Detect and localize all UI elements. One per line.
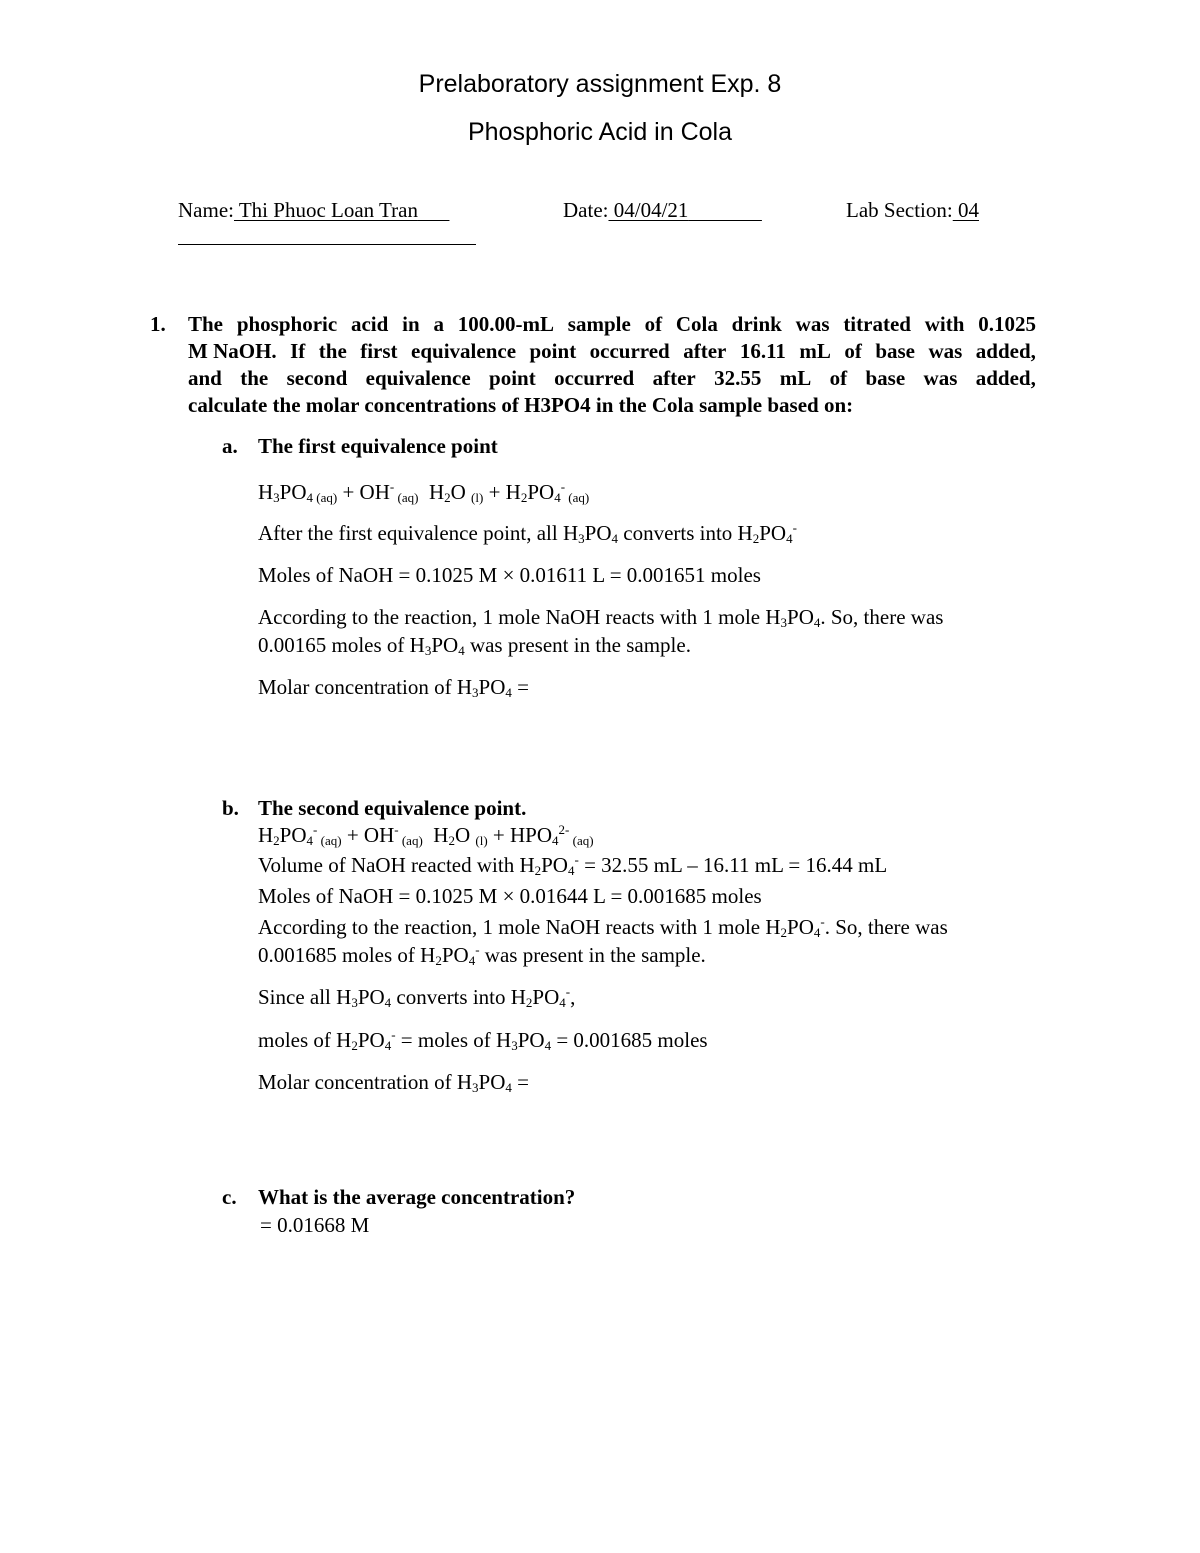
question-number: 1.	[150, 312, 166, 336]
question-word: in	[402, 312, 420, 336]
question-word: added,	[975, 339, 1036, 363]
question-word: occurred	[554, 366, 635, 390]
question-word: the	[240, 366, 269, 390]
document-subtitle: Phosphoric Acid in Cola	[467, 118, 733, 146]
question-word: 32.55	[714, 366, 762, 390]
question-word: point	[489, 366, 536, 390]
part-b-reaction-line-2: 0.001685 moles of $H_2PO_4^-$ was present in the sample.	[258, 942, 706, 968]
question-line-1	[188, 312, 1036, 339]
question-word: with	[924, 312, 965, 336]
part-c-heading: What is the average concentration?	[258, 1185, 576, 1209]
part-c-label: c.	[222, 1185, 237, 1209]
question-word: first	[360, 339, 398, 363]
part-b-moles: Moles of NaOH = 0.1025 M × 0.01644 L = 0.001685 moles	[258, 884, 762, 908]
part-a-after-first: After the first equivalence point, all $H_3PO_4$ converts into $H_2PO_4^-$	[258, 520, 797, 546]
question-word: point	[529, 339, 577, 363]
name-value: Thi Phuoc Loan Tran	[233, 198, 418, 222]
document-title: Prelaboratory assignment Exp. 8	[418, 70, 782, 98]
question-word: If	[290, 339, 306, 363]
question-word: drink	[731, 312, 782, 336]
question-word: 100.00-mL	[457, 312, 554, 336]
question-word: The	[188, 312, 224, 336]
name-underline-pad	[418, 198, 450, 222]
question-word: phosphoric	[236, 312, 338, 336]
section-value: 04	[952, 198, 979, 222]
question-word: of	[644, 312, 663, 336]
part-c-answer: = 0.01668 M	[260, 1213, 370, 1237]
question-word: and	[188, 366, 222, 390]
question-word: of	[829, 366, 848, 390]
question-word: was	[795, 312, 830, 336]
question-word: equivalence	[365, 366, 471, 390]
part-b-since-all: Since all $H_3PO_4$ converts into $H_2PO_4^-$,	[258, 984, 576, 1010]
question-word: base	[875, 339, 916, 363]
question-word: after	[652, 366, 696, 390]
name-field	[178, 198, 449, 223]
question-word: titrated	[843, 312, 911, 336]
part-a-moles: Moles of NaOH = 0.1025 M × 0.01611 L = 0.001651 moles	[258, 563, 761, 587]
part-a-heading: The first equivalence point	[258, 434, 498, 458]
question-word: a	[433, 312, 444, 336]
question-word: of	[844, 339, 862, 363]
question-word: Cola	[675, 312, 718, 336]
question-text	[188, 312, 1036, 420]
date-value: 04/04/21	[608, 198, 689, 222]
part-b-moles-equality: moles of $H_2PO_4^-$ = moles of $H_3PO_4 = 0.001685$ moles	[258, 1027, 708, 1053]
question-word: second	[286, 366, 348, 390]
question-word: equivalence	[411, 339, 517, 363]
part-b-equation: $H_2PO_4^-$ $_{(aq)}$ + OH- $_{(aq)}$ $H_2O$ $_{(l)} + HPO_4^{2-}$ $_{(aq)}$	[258, 822, 594, 848]
question-word: was	[923, 366, 958, 390]
question-word: 16.11	[739, 339, 786, 363]
question-word: calculate the molar concentrations of H3PO4 in the Cola sample based on:	[188, 393, 854, 417]
part-a-equation: $H_3PO_{4 (aq)} + OH^-$ $_{(aq)}$ $H_2O$ $_{(l)} + H_2PO_4^-$ $_{(aq)}$	[258, 479, 590, 505]
date-underline-pad	[688, 198, 762, 222]
part-a-molar-concentration: Molar concentration of $H_3PO_4$ =	[258, 675, 529, 700]
question-word: base	[865, 366, 906, 390]
question-word: the	[318, 339, 347, 363]
date-field	[563, 198, 762, 223]
question-line-3	[188, 366, 1036, 393]
question-word: acid	[350, 312, 389, 336]
part-b-molar-concentration: Molar concentration of $H_3PO_4$ =	[258, 1070, 529, 1095]
question-word: mL	[799, 339, 831, 363]
date-label: Date:	[563, 198, 609, 222]
part-b-reaction-line-1: According to the reaction, 1 mole NaOH reacts with 1 mole $H_2PO_4^-$. So, there was	[258, 914, 948, 940]
section-label: Lab Section:	[846, 198, 953, 222]
question-word: was	[928, 339, 963, 363]
question-line-4	[188, 393, 1036, 420]
part-b-heading: The second equivalence point.	[258, 796, 527, 820]
question-word: M NaOH.	[188, 339, 277, 363]
question-word: added,	[975, 366, 1036, 390]
question-word: occurred	[589, 339, 670, 363]
question-word: after	[683, 339, 727, 363]
question-word: mL	[779, 366, 812, 390]
name-label: Name:	[178, 198, 234, 222]
part-b-volume: Volume of NaOH reacted with $H_2PO_4^- = 32.55$ mL – 16.11 mL = 16.44 mL	[258, 852, 888, 878]
section-field	[846, 198, 979, 223]
question-line-2	[188, 339, 1036, 366]
question-word: 0.1025	[978, 312, 1036, 336]
part-a-reaction-line-2: 0.00165 moles of $H_3PO_4$ was present in the sample.	[258, 633, 691, 658]
name-continuation-rule	[178, 244, 476, 245]
question-word: sample	[567, 312, 631, 336]
part-a-label: a.	[222, 434, 238, 458]
part-b-label: b.	[222, 796, 239, 820]
part-a-reaction-line-1: According to the reaction, 1 mole NaOH reacts with 1 mole $H_3PO_4$. So, there was	[258, 605, 944, 630]
